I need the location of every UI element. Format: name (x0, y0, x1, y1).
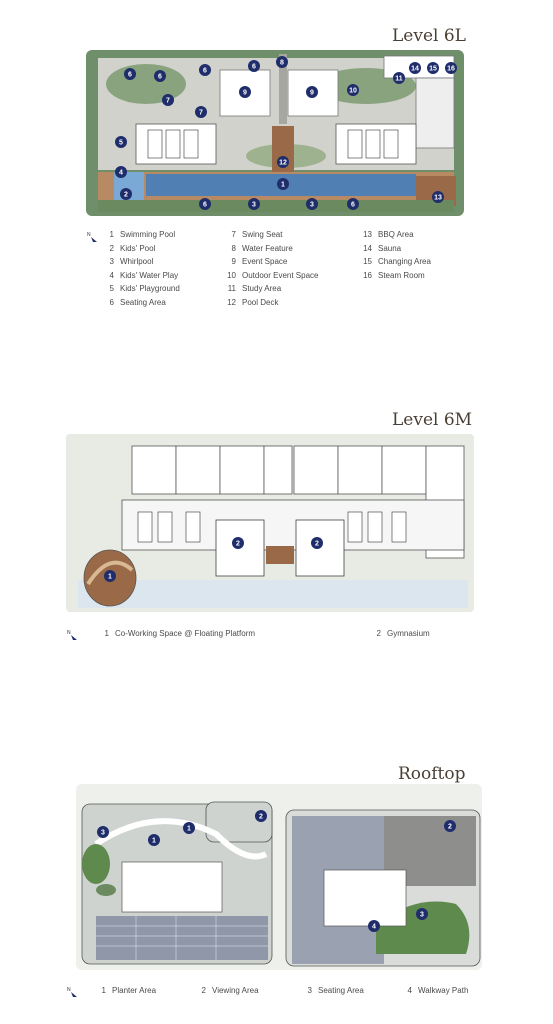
svg-text:2: 2 (259, 813, 263, 821)
svg-text:2: 2 (448, 823, 452, 831)
svg-text:6: 6 (252, 63, 256, 71)
north-arrow-icon (67, 628, 79, 640)
plan-marker-13 (432, 191, 444, 203)
svg-text:2: 2 (124, 191, 128, 199)
level-6m-markers (66, 430, 476, 614)
plan-marker-16 (445, 62, 457, 74)
plan-marker-1 (148, 834, 160, 846)
svg-text:N: N (67, 630, 71, 636)
plan-marker-2 (311, 537, 323, 549)
svg-text:4: 4 (119, 169, 123, 177)
svg-text:8: 8 (280, 59, 284, 67)
svg-text:5: 5 (119, 139, 123, 147)
legend-row: 4 Kids' Water Play (109, 270, 179, 280)
legend-row: 13 BBQ Area (363, 230, 414, 239)
plan-marker-6 (248, 60, 260, 72)
svg-text:6: 6 (351, 201, 355, 209)
legend-row: 5 Kids' Playground (109, 284, 180, 293)
legend-row: 2 Viewing Area (201, 986, 259, 995)
plan-marker-7 (162, 94, 174, 106)
svg-text:N: N (87, 232, 91, 238)
legend-row: 15 Changing Area (363, 257, 431, 266)
svg-text:9: 9 (310, 89, 314, 97)
svg-text:4: 4 (372, 923, 376, 931)
plan-marker-8 (276, 56, 288, 68)
plan-marker-14 (409, 62, 421, 74)
legend-row: 12 Pool Deck (227, 297, 279, 307)
plan-marker-4 (115, 166, 127, 178)
plan-marker-6 (347, 198, 359, 210)
svg-text:13: 13 (434, 194, 442, 202)
plan-marker-5 (115, 136, 127, 148)
plan-marker-2 (232, 537, 244, 549)
legend-row: 4 Walkway Path (407, 986, 469, 995)
level-6l-legend (100, 230, 500, 310)
legend-row: 2 Gymnasium (376, 629, 430, 638)
plan-marker-1 (183, 822, 195, 834)
legend-row: 3 Seating Area (307, 986, 364, 995)
svg-text:11: 11 (395, 75, 403, 83)
plan-marker-9 (306, 86, 318, 98)
plan-marker-3 (416, 908, 428, 920)
legend-row: 10 Outdoor Event Space (227, 270, 319, 280)
north-arrow-icon (67, 985, 79, 997)
svg-text:16: 16 (447, 65, 455, 73)
legend-row: 8 Water Feature (231, 243, 293, 253)
plan-marker-9 (239, 86, 251, 98)
rooftop-markers (76, 784, 484, 970)
plan-marker-2 (444, 820, 456, 832)
svg-text:2: 2 (315, 540, 319, 548)
legend-row: 1 Swimming Pool (109, 230, 176, 239)
level-6l-title: Level 6L (392, 26, 466, 46)
svg-text:N: N (67, 987, 71, 993)
plan-marker-11 (393, 72, 405, 84)
svg-text:10: 10 (349, 87, 357, 95)
plan-marker-3 (248, 198, 260, 210)
svg-text:6: 6 (203, 201, 207, 209)
svg-text:12: 12 (279, 159, 287, 167)
svg-text:6: 6 (203, 67, 207, 75)
svg-text:3: 3 (101, 829, 105, 837)
level-6m-title: Level 6M (392, 410, 473, 430)
plan-marker-3 (306, 198, 318, 210)
legend-row: 2 Kids' Pool (109, 243, 156, 253)
plan-marker-4 (368, 920, 380, 932)
svg-text:7: 7 (199, 109, 203, 117)
svg-text:9: 9 (243, 89, 247, 97)
svg-text:3: 3 (420, 911, 424, 919)
level-6m-legend (95, 629, 495, 643)
svg-text:3: 3 (252, 201, 256, 209)
svg-text:2: 2 (236, 540, 240, 548)
svg-text:3: 3 (310, 201, 314, 209)
legend-row: 1 Co-Working Space @ Floating Platform (104, 629, 256, 638)
plan-marker-2 (120, 188, 132, 200)
plan-marker-1 (104, 570, 116, 582)
legend-row: 11 Study Area (227, 284, 282, 293)
svg-text:1: 1 (152, 837, 156, 845)
plan-marker-1 (277, 178, 289, 190)
legend-row: 1 Planter Area (101, 986, 157, 995)
legend-row: 3 Whirlpool (109, 257, 154, 266)
plan-marker-3 (97, 826, 109, 838)
plan-marker-6 (199, 64, 211, 76)
legend-row: 9 Event Space (231, 257, 288, 266)
svg-text:14: 14 (411, 65, 419, 73)
plan-marker-6 (154, 70, 166, 82)
rooftop-title: Rooftop (398, 764, 466, 784)
svg-text:15: 15 (429, 65, 437, 73)
legend-row: 6 Seating Area (109, 297, 166, 307)
north-arrow-icon (87, 230, 99, 242)
level-6l-markers (86, 46, 466, 218)
legend-row: 14 Sauna (363, 243, 402, 253)
legend-row: 16 Steam Room (363, 270, 425, 280)
plan-marker-6 (199, 198, 211, 210)
svg-text:1: 1 (187, 825, 191, 833)
svg-text:6: 6 (158, 73, 162, 81)
plan-marker-15 (427, 62, 439, 74)
svg-text:7: 7 (166, 97, 170, 105)
plan-marker-12 (277, 156, 289, 168)
svg-text:1: 1 (281, 181, 285, 189)
plan-marker-2 (255, 810, 267, 822)
rooftop-legend (92, 986, 522, 1000)
plan-marker-10 (347, 84, 359, 96)
svg-text:1: 1 (108, 573, 112, 581)
plan-marker-6 (124, 68, 136, 80)
legend-row: 7 Swing Seat (231, 230, 283, 239)
plan-marker-7 (195, 106, 207, 118)
svg-text:6: 6 (128, 71, 132, 79)
